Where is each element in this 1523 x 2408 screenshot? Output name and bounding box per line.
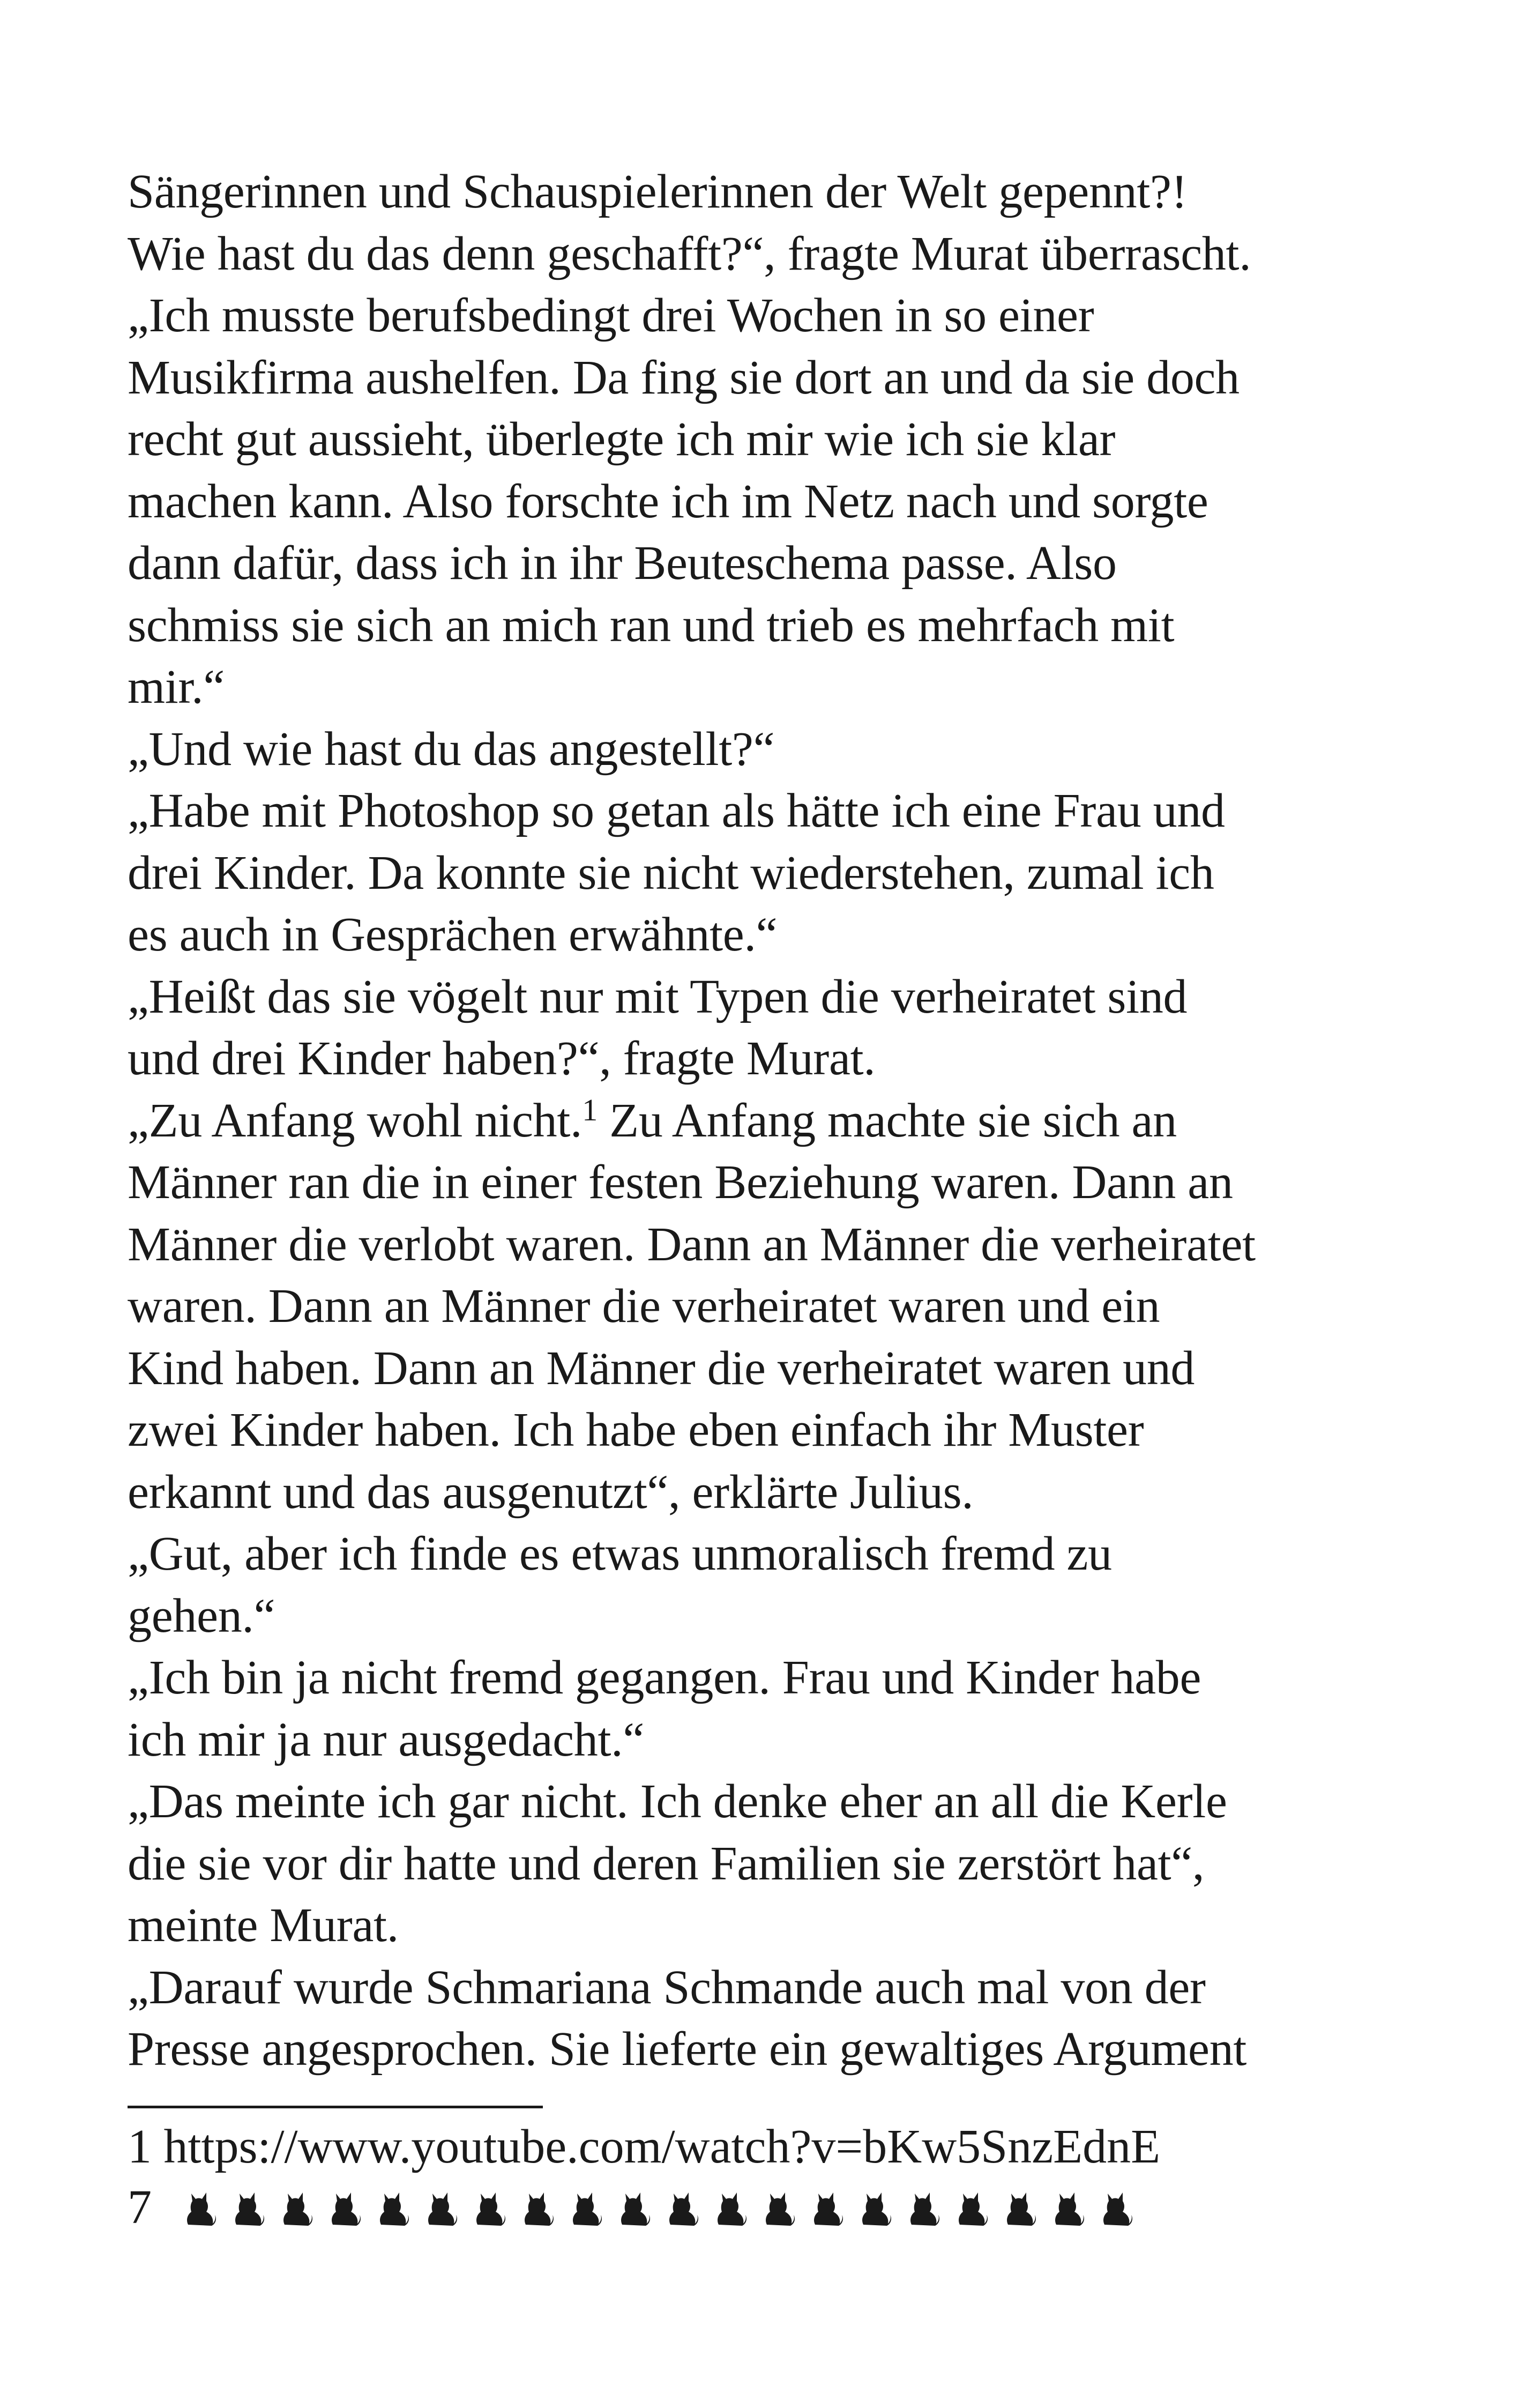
cat-silhouette-icon [232, 2188, 265, 2226]
footnote-number: 1 [128, 2120, 152, 2173]
cat-silhouette-icon [714, 2188, 748, 2226]
footnote-link[interactable]: https://www.youtube.com/watch?v=bKw5SnzEdnE [163, 2120, 1161, 2173]
cat-silhouette-icon [280, 2188, 313, 2226]
text-line: ich mir ja nur ausgedacht.“ [128, 1713, 645, 1766]
cat-silhouette-icon [859, 2188, 892, 2226]
text-segment: „Zu Anfang wohl nicht. [128, 1094, 583, 1147]
text-line: „Gut, aber ich finde es etwas unmoralisch fremd zu [128, 1527, 1112, 1580]
text-line: und drei Kinder haben?“, fragte Murat. [128, 1032, 876, 1085]
cat-silhouette-icon [1052, 2188, 1085, 2226]
text-line: Männer ran die in einer festen Beziehung waren. Dann an [128, 1156, 1233, 1209]
page-footer [128, 2177, 1148, 2236]
cat-silhouette-icon [521, 2188, 555, 2226]
text-line: Presse angesprochen. Sie lieferte ein gewaltiges Argument [128, 2023, 1247, 2076]
text-line-with-footnote [128, 1090, 1446, 1152]
text-segment: Zu Anfang machte sie sich an [597, 1094, 1177, 1147]
cat-silhouette-icon [666, 2188, 699, 2226]
cat-silhouette-icon [329, 2188, 362, 2226]
text-line: drei Kinder. Da konnte sie nicht wiederstehen, zumal ich [128, 846, 1214, 900]
text-line: Musikfirma aushelfen. Da fing sie dort an und da sie doch [128, 351, 1240, 404]
ornament-row [184, 2188, 1148, 2226]
text-line: recht gut aussieht, überlegte ich mir wie ich sie klar [128, 413, 1116, 466]
text-line: waren. Dann an Männer die verheiratet waren und ein [128, 1280, 1160, 1333]
text-line: „Ich musste berufsbedingt drei Wochen in so einer [128, 289, 1094, 342]
footnote-separator [128, 2106, 543, 2108]
text-line: mir.“ [128, 660, 225, 714]
page-number: 7 [128, 2180, 152, 2234]
footnote [128, 2117, 1160, 2176]
text-line: „Und wie hast du das angestellt?“ [128, 722, 775, 776]
text-line: machen kann. Also forschte ich im Netz nach und sorgte [128, 474, 1208, 528]
body-text [128, 161, 1446, 2080]
text-line: Sängerinnen und Schauspielerinnen der Welt gepennt?! [128, 165, 1188, 218]
cat-silhouette-icon [1004, 2188, 1037, 2226]
text-line: Kind haben. Dann an Männer die verheiratet waren und [128, 1341, 1195, 1395]
cat-silhouette-icon [763, 2188, 796, 2226]
cat-silhouette-icon [473, 2188, 506, 2226]
cat-silhouette-icon [184, 2188, 217, 2226]
text-line: meinte Murat. [128, 1899, 399, 1952]
text-line: schmiss sie sich an mich ran und trieb es mehrfach mit [128, 598, 1175, 652]
text-line: dann dafür, dass ich in ihr Beuteschema passe. Also [128, 537, 1117, 590]
text-line: erkannt und das ausgenutzt“, erklärte Julius. [128, 1465, 974, 1519]
text-line: zwei Kinder haben. Ich habe eben einfach ihr Muster [128, 1403, 1144, 1456]
cat-silhouette-icon [570, 2188, 603, 2226]
text-line: „Das meinte ich gar nicht. Ich denke eher an all die Kerle [128, 1775, 1227, 1828]
text-line: „Habe mit Photoshop so getan als hätte ich eine Frau und [128, 784, 1225, 837]
footnote-reference[interactable]: 1 [582, 1092, 598, 1127]
cat-silhouette-icon [907, 2188, 940, 2226]
text-line: „Darauf wurde Schmariana Schmande auch mal von der [128, 1960, 1206, 2014]
cat-silhouette-icon [1100, 2188, 1133, 2226]
cat-silhouette-icon [955, 2188, 989, 2226]
text-line: Wie hast du das denn geschafft?“, fragte Murat überrascht. [128, 227, 1251, 280]
text-line: es auch in Gesprächen erwähnte.“ [128, 908, 778, 961]
cat-silhouette-icon [618, 2188, 651, 2226]
text-line: „Ich bin ja nicht fremd gegangen. Frau und Kinder habe [128, 1651, 1201, 1704]
text-line: die sie vor dir hatte und deren Familien sie zerstört hat“, [128, 1837, 1205, 1890]
text-line: gehen.“ [128, 1589, 275, 1643]
cat-silhouette-icon [811, 2188, 844, 2226]
cat-silhouette-icon [377, 2188, 410, 2226]
cat-silhouette-icon [425, 2188, 458, 2226]
text-line: „Heißt das sie vögelt nur mit Typen die verheiratet sind [128, 970, 1188, 1023]
text-line: Männer die verlobt waren. Dann an Männer die verheiratet [128, 1217, 1256, 1271]
